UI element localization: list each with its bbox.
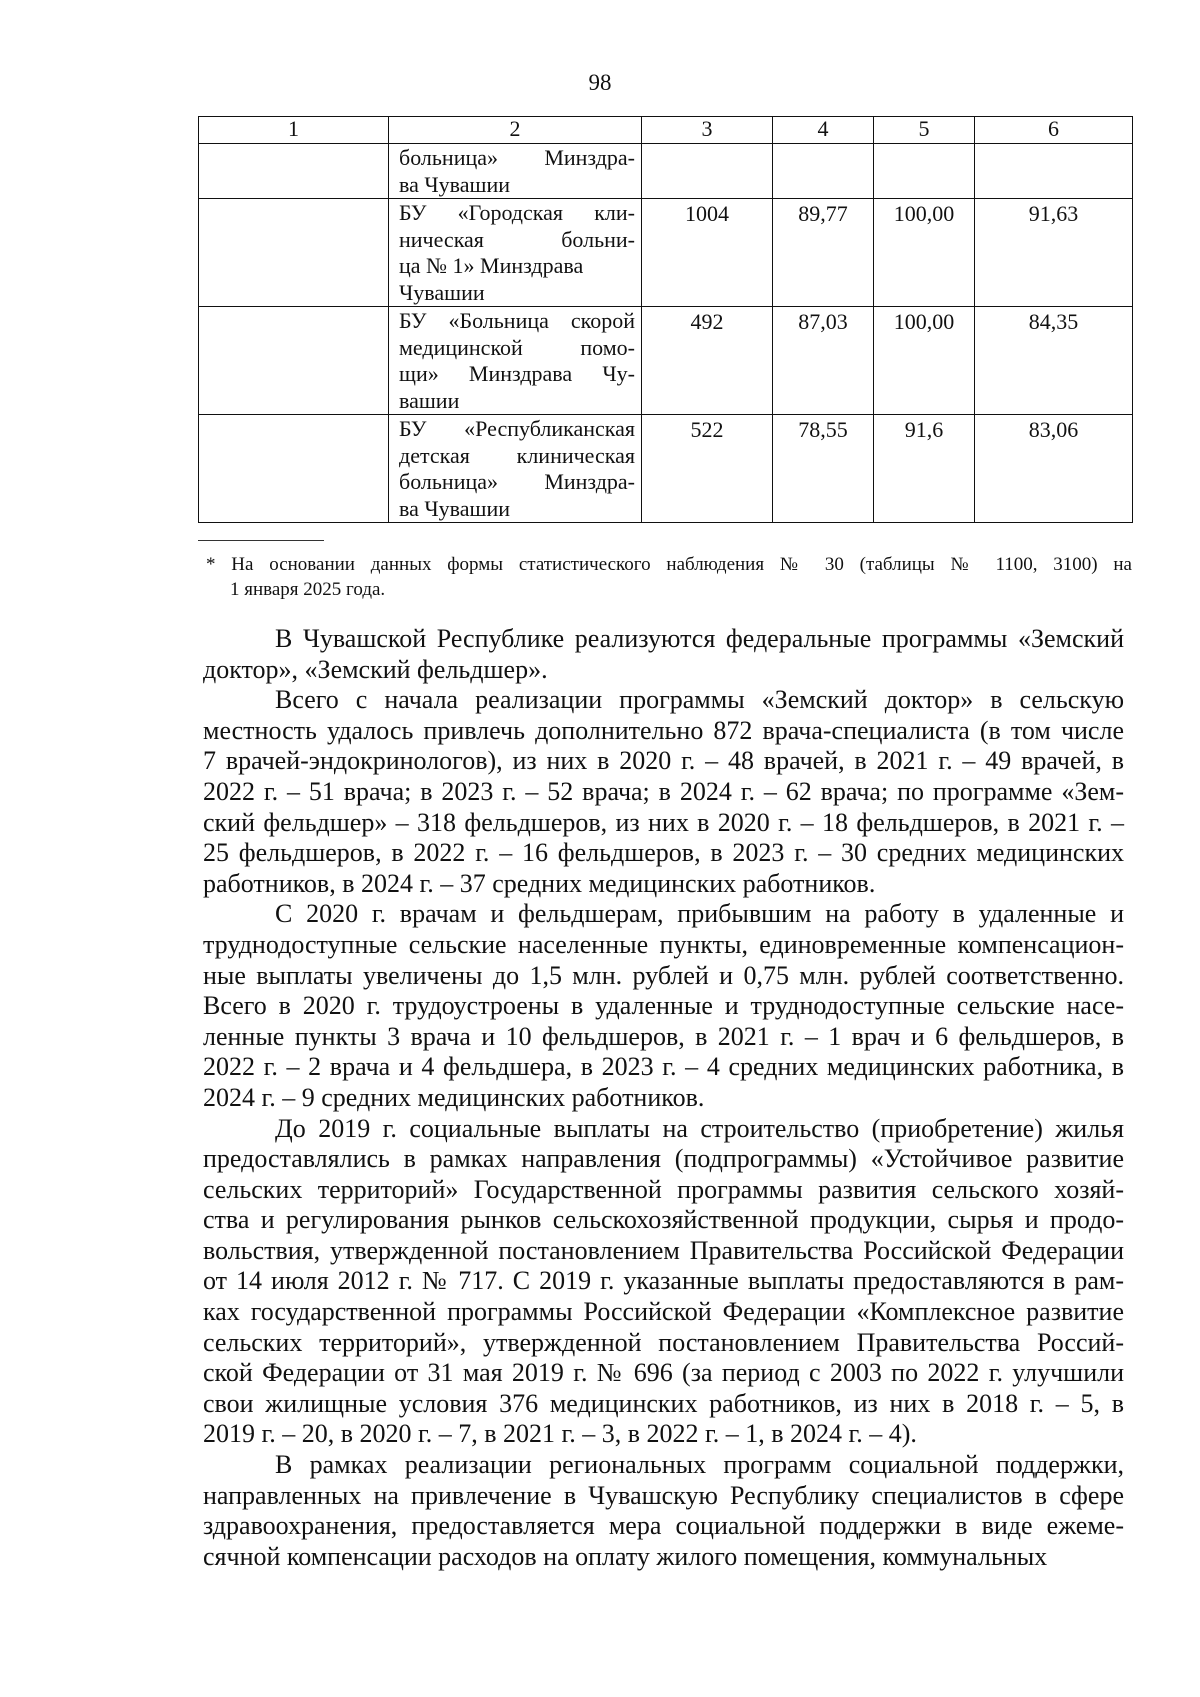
value-cell: 522 (642, 415, 773, 523)
organization-line: ническая больни- (399, 226, 635, 252)
organization-line: БУ «Республиканская (399, 416, 635, 441)
footnote-line: * На основании данных формы статистического наблюдения № 30 (таблицы № 1100, 3100) на (206, 554, 1132, 575)
footnote-line: 1 января 2025 года. (230, 579, 386, 600)
paragraph-line: вольствия, утвержденной постановлением Правительства Российской Федерации (203, 1235, 1124, 1265)
column-header: 1 (199, 117, 389, 144)
paragraph-line: сячной компенсации расходов на оплату жилого помещения, коммунальных (203, 1541, 1048, 1571)
paragraph-line: ленные пункты 3 врача и 10 фельдшеров, в 2021 г. – 1 врач и 6 фельдшеров, в (203, 1021, 1124, 1051)
paragraph-line: 2024 г. – 9 средних медицинских работников. (203, 1082, 705, 1112)
footnote (206, 552, 1132, 602)
paragraph-line: Всего в 2020 г. трудоустроены в удаленные и труднодоступные сельские насе- (203, 991, 1124, 1021)
organization-line: ца № 1» Минздрава (399, 253, 584, 278)
paragraph-line: труднодоступные сельские населенные пункты, единовременные компенсацион- (203, 929, 1124, 959)
body-text (203, 624, 1124, 1572)
paragraph-line: сельских территорий», утвержденной постановлением Правительства Россий- (203, 1327, 1124, 1357)
organization-line: ва Чувашии (399, 171, 511, 197)
value-cell (975, 144, 1133, 199)
paragraph-line: С 2020 г. врачам и фельдшерам, прибывшим на работу в удаленные и (275, 899, 1124, 929)
value-cell: 87,03 (773, 307, 874, 415)
table-row (199, 199, 1133, 307)
paragraph (203, 899, 1124, 1113)
organization-line: больница» Минздра- (399, 469, 635, 494)
paragraph (203, 1450, 1124, 1572)
organization-line: больница» Минздра- (399, 145, 635, 170)
empty-cell (199, 199, 389, 307)
paragraph-line: В рамках реализации региональных программ социальной поддержки, (275, 1450, 1124, 1480)
paragraph-line: сельских территорий» Государственной программы развития сельского хозяй- (203, 1174, 1124, 1204)
organization-line: вашии (399, 387, 460, 413)
paragraph-line: До 2019 г. социальные выплаты на строительство (приобретение) жилья (275, 1113, 1124, 1143)
organization-cell (389, 144, 642, 199)
organization-cell (389, 415, 642, 523)
paragraph-line: работников, в 2024 г. – 37 средних медицинских работников. (203, 868, 876, 898)
empty-cell (199, 144, 389, 199)
paragraph-line: ский фельдшер» – 318 фельдшеров, из них в 2020 г. – 18 фельдшеров, в 2021 г. – (203, 807, 1124, 837)
column-header: 5 (874, 117, 975, 144)
value-cell: 1004 (642, 199, 773, 307)
paragraph-line: 25 фельдшеров, в 2022 г. – 16 фельдшеров, в 2023 г. – 30 средних медицинских (203, 838, 1124, 868)
value-cell: 100,00 (874, 307, 975, 415)
column-header: 2 (389, 117, 642, 144)
data-table (198, 116, 1133, 523)
paragraph (203, 624, 1124, 685)
value-cell: 492 (642, 307, 773, 415)
column-header: 3 (642, 117, 773, 144)
paragraph-line: 7 врачей-эндокринологов), из них в 2020 г. – 48 врачей, в 2021 г. – 49 врачей, в (203, 746, 1124, 776)
table-header-row (199, 117, 1133, 144)
paragraph-line: направленных на привлечение в Чувашскую Республику специалистов в сфере (203, 1480, 1124, 1510)
value-cell (773, 144, 874, 199)
paragraph (203, 1114, 1124, 1451)
column-header: 4 (773, 117, 874, 144)
empty-cell (199, 307, 389, 415)
value-cell: 83,06 (975, 415, 1133, 523)
organization-line: ва Чувашии (399, 495, 511, 521)
value-cell: 84,35 (975, 307, 1133, 415)
organization-line: медицинской помо- (399, 334, 635, 360)
organization-line: щи» Минздрава Чу- (399, 361, 635, 386)
paragraph-line: 2022 г. – 2 врача и 4 фельдшера, в 2023 г. – 4 средних медицинских работника, в (203, 1052, 1124, 1082)
paragraph-line: от 14 июля 2012 г. № 717. С 2019 г. указанные выплаты предоставляются в рам- (203, 1266, 1124, 1296)
paragraph-line: ках государственной программы Российской Федерации «Комплексное развитие (203, 1297, 1124, 1327)
value-cell: 91,6 (874, 415, 975, 523)
value-cell: 78,55 (773, 415, 874, 523)
paragraph-line: ные выплаты увеличены до 1,5 млн. рублей и 0,75 млн. рублей соответственно. (203, 960, 1124, 990)
paragraph-line: здравоохранения, предоставляется мера социальной поддержки в виде ежеме- (203, 1511, 1124, 1541)
paragraph-line: предоставлялись в рамках направления (подпрограммы) «Устойчивое развитие (203, 1144, 1124, 1174)
organization-line: Чувашии (399, 279, 485, 305)
table-row (199, 144, 1133, 199)
paragraph-line: свои жилищные условия 376 медицинских работников, из них в 2018 г. – 5, в (203, 1388, 1124, 1418)
value-cell: 100,00 (874, 199, 975, 307)
organization-cell (389, 199, 642, 307)
value-cell (642, 144, 773, 199)
paragraph-line: местность удалось привлечь дополнительно 872 врача-специалиста (в том числе (203, 715, 1124, 745)
paragraph (203, 685, 1124, 899)
value-cell: 91,63 (975, 199, 1133, 307)
paragraph-line: доктор», «Земский фельдшер». (203, 654, 548, 684)
empty-cell (199, 415, 389, 523)
organization-cell (389, 307, 642, 415)
paragraph-line: Всего с начала реализации программы «Земский доктор» в сельскую (275, 685, 1124, 715)
organization-line: детская клиническая (399, 442, 635, 468)
organization-line: БУ «Больница скорой (399, 308, 635, 333)
organization-line: БУ «Городская кли- (399, 200, 635, 225)
table-row (199, 415, 1133, 523)
paragraph-line: 2022 г. – 51 врача; в 2023 г. – 52 врача; в 2024 г. – 62 врача; по программе «Зем- (203, 776, 1124, 806)
paragraph-line: ства и регулирования рынков сельскохозяйственной продукции, сырья и продо- (203, 1205, 1124, 1235)
column-header: 6 (975, 117, 1133, 144)
paragraph-line: 2019 г. – 20, в 2020 г. – 7, в 2021 г. – 3, в 2022 г. – 1, в 2024 г. – 4). (203, 1419, 917, 1449)
footnote-divider (198, 540, 324, 541)
page-number: 98 (588, 70, 612, 95)
value-cell: 89,77 (773, 199, 874, 307)
value-cell (874, 144, 975, 199)
paragraph-line: ской Федерации от 31 мая 2019 г. № 696 (за период с 2003 по 2022 г. улучшили (203, 1358, 1124, 1388)
table-row (199, 307, 1133, 415)
paragraph-line: В Чувашской Республике реализуются федеральные программы «Земский (275, 624, 1124, 653)
